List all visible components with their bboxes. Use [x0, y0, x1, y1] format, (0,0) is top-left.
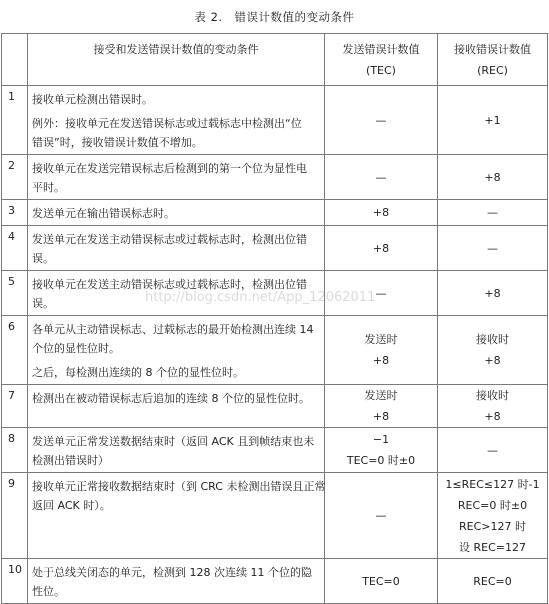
row-number: 3 — [2, 200, 28, 226]
condition-line: 接收单元在发送主动错误标志或过载标志时，检测出位错 — [32, 278, 307, 291]
row-condition — [28, 473, 325, 559]
table-row — [2, 86, 548, 155]
tec-value-line: 发送时 — [364, 333, 398, 346]
condition-line: 发送单元在发送主动错误标志或过载标志时，检测出位错 — [32, 233, 307, 246]
table-row — [2, 473, 548, 559]
tec-value-line: +8 — [372, 354, 390, 367]
condition-line: 接收单元在发送完错误标志后检测到的第一个位为显性电 — [32, 162, 307, 175]
rec-value-line: 接收时 — [476, 389, 509, 402]
row-condition — [28, 200, 325, 226]
tec-value-line: — — [375, 286, 387, 300]
row-rec-value — [438, 559, 548, 604]
row-rec-value — [438, 155, 548, 200]
condition-line: 接收单元正常接收数据结束时（到 CRC 未检测出错误且正常 — [32, 480, 326, 493]
row-condition — [28, 155, 325, 200]
row-tec-value — [325, 428, 438, 473]
condition-line: 个位的显性位时。 — [32, 342, 120, 355]
rec-value-line: +8 — [484, 170, 501, 184]
row-number: 2 — [2, 155, 28, 200]
tec-value-line: +8 — [372, 206, 390, 219]
tec-value-line: — — [375, 509, 387, 522]
table-row — [2, 385, 548, 428]
condition-line: 检测出错误时） — [32, 454, 109, 467]
rec-value-line: REC=0 — [473, 574, 512, 588]
table-row — [2, 316, 548, 385]
rec-value-line: +8 — [484, 410, 501, 423]
row-rec-value — [438, 200, 548, 226]
condition-line: 检测出在被动错误标志后追加的连续 8 个位的显性位时。 — [32, 392, 310, 405]
tec-value-line: −1 — [372, 433, 390, 446]
table-row — [2, 271, 548, 316]
rec-value-line: +8 — [484, 354, 501, 367]
row-condition — [28, 316, 325, 385]
tec-value-line: +8 — [372, 241, 390, 255]
row-condition — [28, 428, 325, 473]
condition-line: 各单元从主动错误标志、过载标志的最开始检测出连续 14 — [32, 323, 314, 336]
condition-line: 发送单元在输出错误标志时。 — [32, 207, 175, 220]
row-rec-value — [438, 385, 548, 428]
watermark: http://blog.csdn.net/App_12062011 — [145, 290, 376, 305]
header-condition: 接受和发送错误计数值的变动条件 — [28, 34, 325, 86]
tec-value-line: 发送时 — [364, 389, 398, 402]
row-condition — [28, 226, 325, 271]
table-title: 表 2. 错误计数值的变动条件 — [194, 10, 355, 24]
row-number: 9 — [2, 473, 28, 559]
row-rec-value — [438, 428, 548, 473]
row-tec-value — [325, 559, 438, 604]
condition-line: 误。 — [32, 297, 54, 310]
row-number: 7 — [2, 385, 28, 428]
condition-line: 发送单元正常发送数据结束时（返回 ACK 且到帧结束也未 — [32, 435, 315, 448]
rec-value-line: REC>127 时 — [459, 519, 526, 533]
table-row — [2, 155, 548, 200]
condition-line: 例外：接收单元在发送错误标志或过载标志中检测出“位 — [32, 117, 302, 130]
header-rec — [438, 34, 548, 86]
condition-line: 错误”时，接收错误计数值不增加。 — [32, 136, 203, 149]
header-number — [2, 34, 28, 86]
row-number: 10 — [2, 559, 28, 604]
condition-line: 处于总线关闭态的单元，检测到 128 次连续 11 个位的隐 — [32, 566, 312, 579]
condition-line: 接收单元检测出错误时。 — [32, 93, 153, 106]
row-rec-value — [438, 316, 548, 385]
condition-line: 性位。 — [32, 585, 65, 598]
condition-line: 返回 ACK 时）。 — [32, 499, 111, 512]
row-tec-value — [325, 473, 438, 559]
row-rec-value — [438, 473, 548, 559]
row-number: 6 — [2, 316, 28, 385]
rec-value-line: — — [487, 241, 498, 255]
table-row — [2, 226, 548, 271]
header-tec — [325, 34, 438, 86]
header-rec-line2: (REC) — [477, 64, 508, 77]
row-number: 1 — [2, 86, 28, 155]
error-counter-table — [1, 33, 548, 604]
row-number: 5 — [2, 271, 28, 316]
row-tec-value — [325, 86, 438, 155]
rec-value-line: 1≤REC≤127 时-1 — [445, 477, 540, 491]
row-condition — [28, 559, 325, 604]
row-tec-value — [325, 226, 438, 271]
row-tec-value — [325, 271, 438, 316]
tec-value-line: TEC=0 时±0 — [346, 454, 416, 467]
row-condition — [28, 271, 325, 316]
row-condition — [28, 385, 325, 428]
header-rec-line1: 接收错误计数值 — [454, 43, 531, 56]
row-rec-value — [438, 271, 548, 316]
row-condition — [28, 86, 325, 155]
rec-value-line: — — [487, 206, 498, 219]
rec-value-line: +1 — [484, 113, 501, 127]
condition-line: 之后，每检测出连续的 8 个位的显性位时。 — [32, 366, 244, 379]
tec-value-line: TEC=0 — [362, 574, 400, 588]
rec-value-line: +8 — [484, 286, 501, 300]
tec-value-line: — — [375, 170, 387, 184]
tec-value-line: +8 — [372, 410, 390, 423]
row-tec-value — [325, 155, 438, 200]
table-header-row — [2, 34, 548, 86]
header-tec-line1: 发送错误计数值 — [342, 43, 420, 56]
header-tec-line2: (TEC) — [366, 64, 396, 77]
row-number: 8 — [2, 428, 28, 473]
tec-value-line: — — [375, 113, 387, 127]
rec-value-line: — — [487, 443, 498, 457]
row-rec-value — [438, 86, 548, 155]
row-tec-value — [325, 200, 438, 226]
row-number: 4 — [2, 226, 28, 271]
row-tec-value — [325, 385, 438, 428]
rec-value-line: 设 REC=127 — [459, 540, 526, 554]
row-rec-value — [438, 226, 548, 271]
rec-value-line: 接收时 — [476, 333, 509, 346]
table-row — [2, 559, 548, 604]
table-row — [2, 428, 548, 473]
table-row — [2, 200, 548, 226]
row-tec-value — [325, 316, 438, 385]
rec-value-line: REC=0 时±0 — [457, 498, 528, 512]
condition-line: 平时。 — [32, 181, 65, 194]
condition-line: 误。 — [32, 252, 54, 265]
